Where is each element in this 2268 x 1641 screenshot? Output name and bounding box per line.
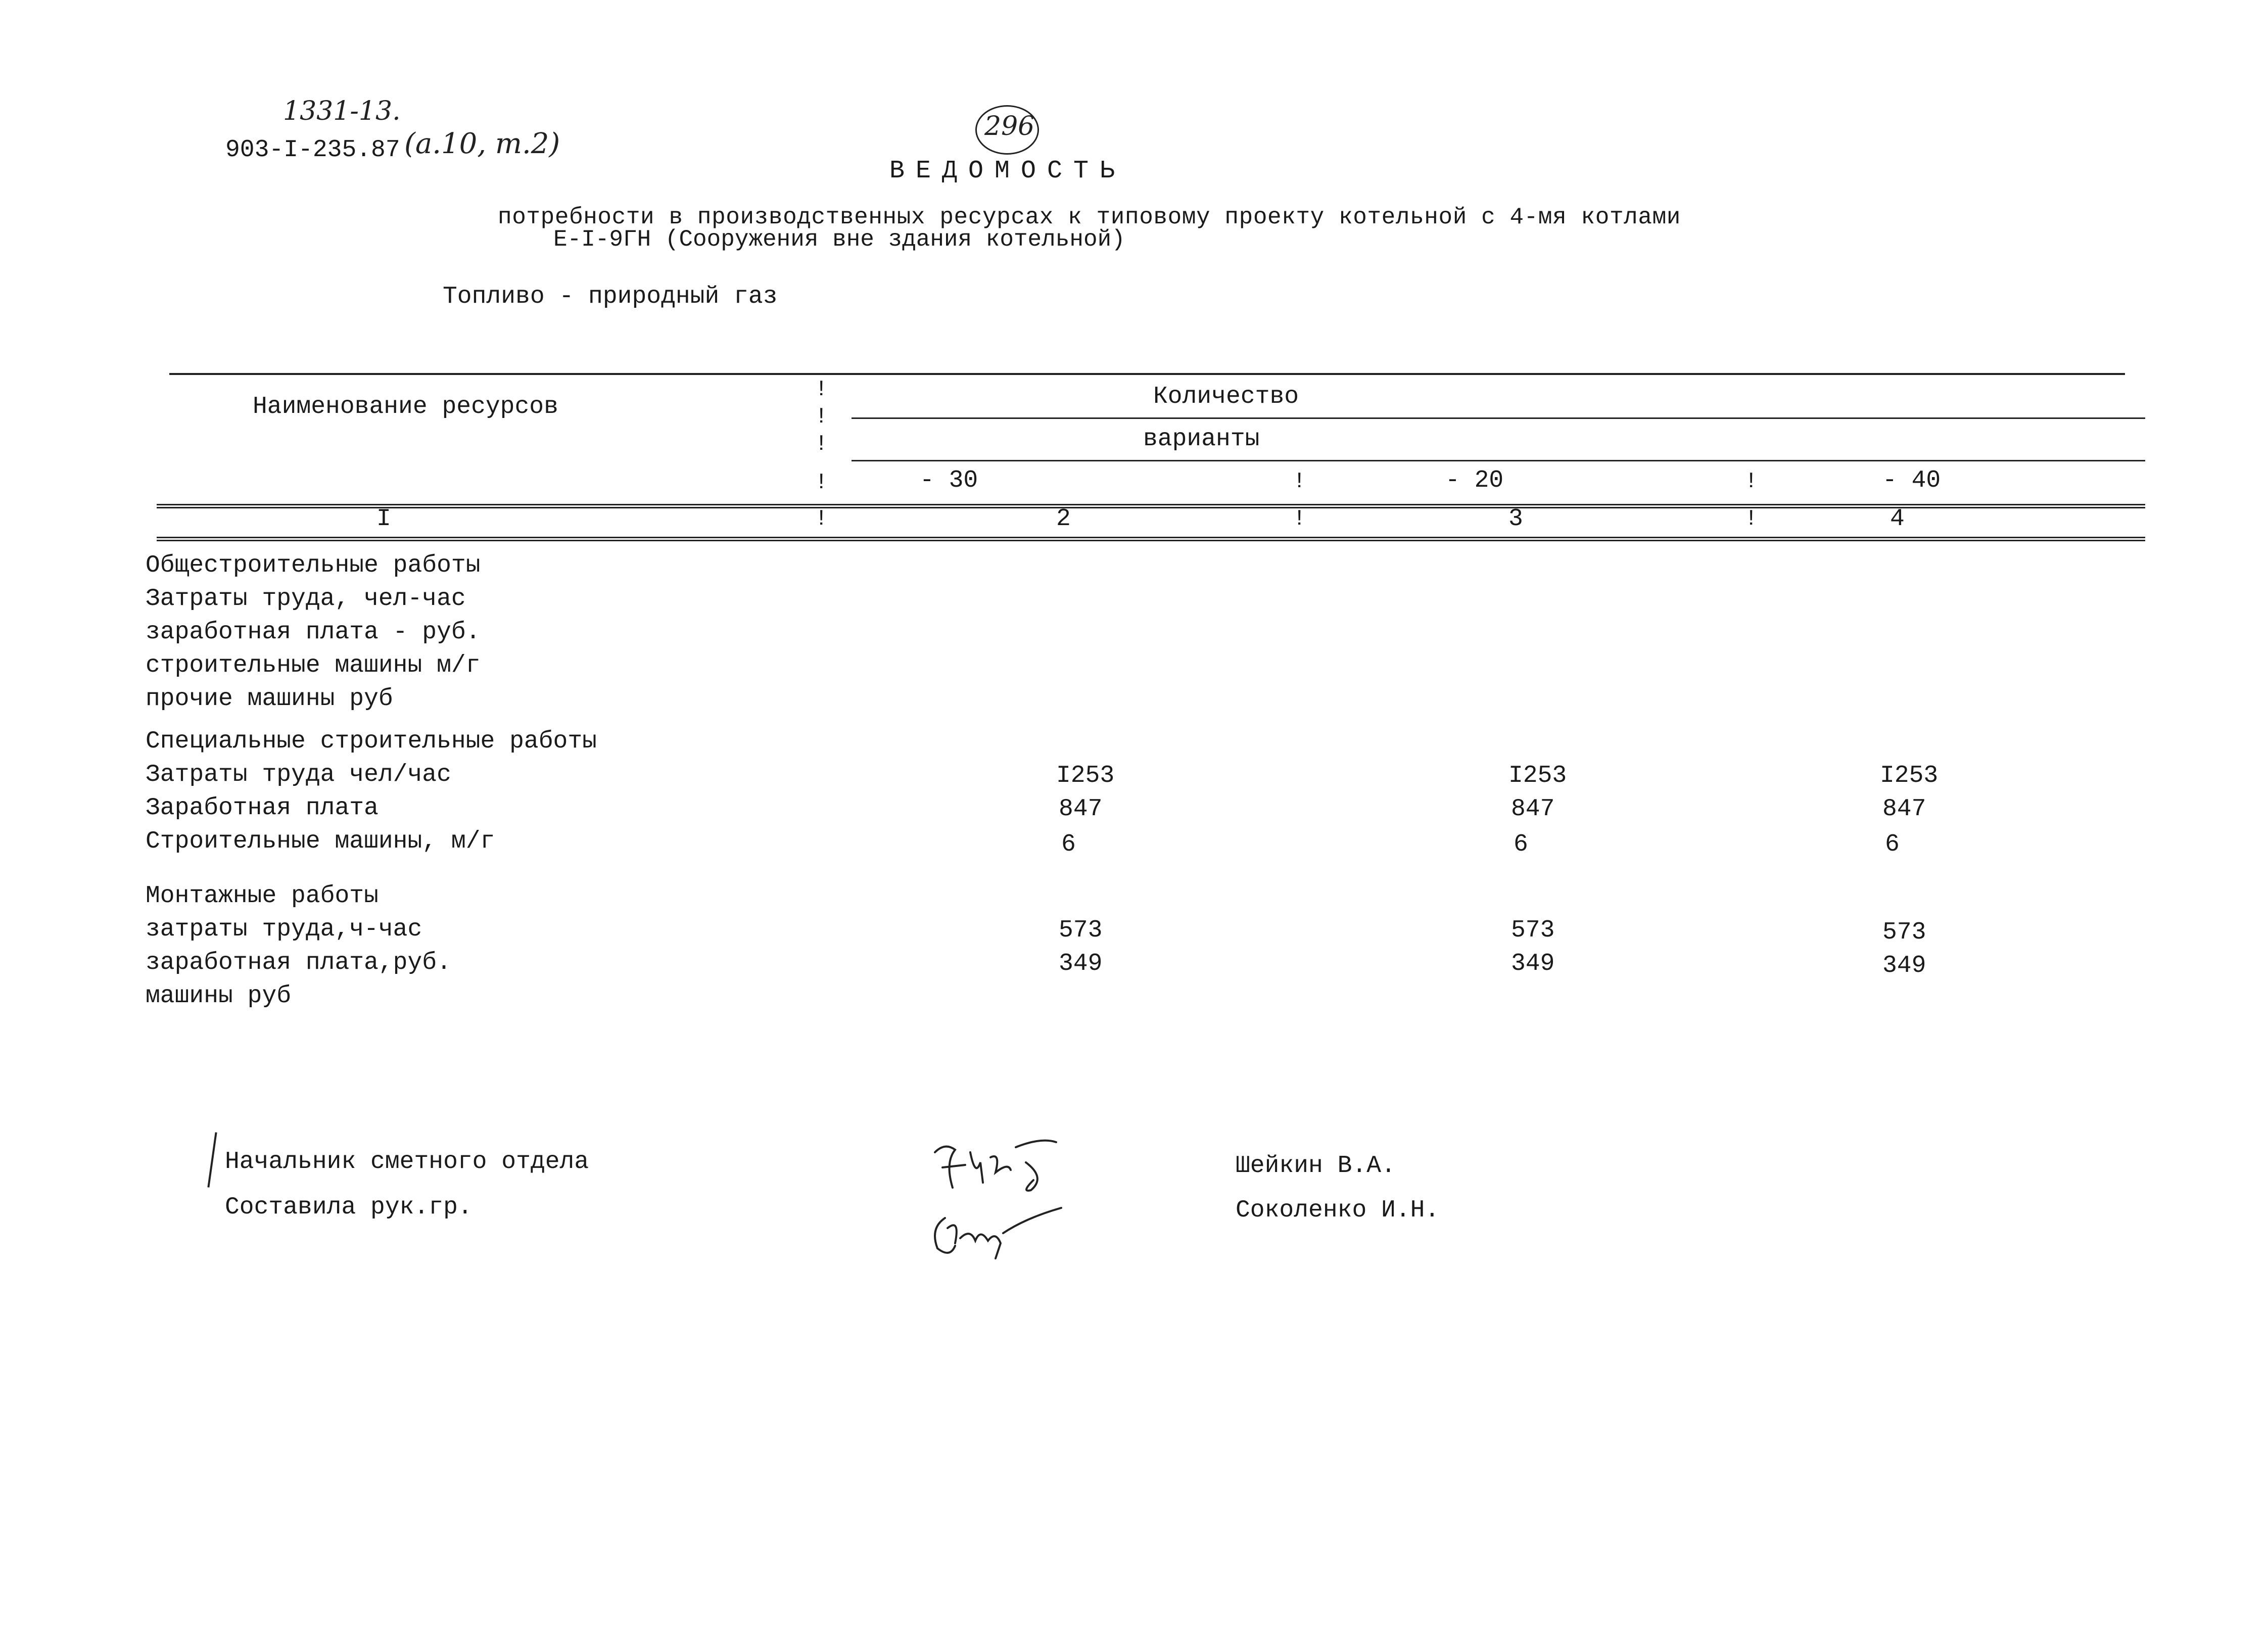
- row-label: Заработная плата: [146, 794, 379, 822]
- column-separator: !: [1744, 506, 1758, 532]
- variants-rule: [852, 460, 2145, 461]
- row-label: Затраты труда чел/час: [146, 761, 451, 788]
- document-subtitle-line2: Е-I-9ГН (Сооружения вне здания котельной): [553, 226, 1125, 253]
- document-subtitle: потребности в производственных ресурсах к типовому проекту котельной с 4-мя котлами: [498, 204, 1681, 230]
- column-number: I: [376, 505, 391, 533]
- table-top-rule: [169, 373, 2125, 375]
- column-separator: !: [1293, 469, 1306, 494]
- signature: [925, 1198, 1076, 1274]
- cell-value: 573: [1511, 917, 1555, 944]
- section-title: Специальные строительные работы: [146, 728, 597, 755]
- column-number: 4: [1890, 505, 1905, 533]
- document-title: ВЕДОМОСТЬ: [889, 157, 1126, 185]
- column-separator: !: [815, 377, 828, 402]
- cell-value: 6: [1514, 831, 1528, 858]
- row-label: Строительные машины, м/г: [146, 828, 495, 855]
- cell-value: 349: [1511, 950, 1555, 977]
- column-numbers-rule: [157, 537, 2145, 541]
- cell-value: 847: [1882, 795, 1926, 823]
- cell-value: 349: [1059, 950, 1103, 977]
- cell-value: 847: [1511, 795, 1555, 823]
- page-number: 296: [984, 111, 1035, 142]
- row-label: прочие машины руб: [146, 685, 393, 713]
- variant-value: - 30: [920, 467, 978, 494]
- column-header-name: Наименование ресурсов: [253, 393, 558, 420]
- handwritten-code: 1331-13.: [283, 96, 401, 126]
- header-bottom-rule: [157, 504, 2145, 508]
- column-separator: !: [1744, 469, 1758, 494]
- row-label: затраты труда,ч-час: [146, 916, 422, 943]
- section-title: Монтажные работы: [146, 882, 379, 910]
- row-label: заработная плата,руб.: [146, 949, 451, 976]
- signatory-role: Начальник сметного отдела: [225, 1148, 589, 1176]
- column-separator: !: [815, 404, 828, 430]
- signatory-name: Шейкин В.А.: [1236, 1152, 1396, 1180]
- row-label: Затраты труда, чел-час: [146, 585, 466, 613]
- row-label: машины руб: [146, 982, 292, 1010]
- fuel-type: Топливо - природный газ: [443, 283, 778, 310]
- handwritten-reference: (а.10, т.2): [404, 127, 560, 160]
- cell-value: 847: [1059, 795, 1103, 823]
- cell-value: I253: [1508, 762, 1567, 789]
- cell-value: 6: [1885, 831, 1900, 858]
- signatory-role: Составила рук.гр.: [225, 1194, 472, 1221]
- cell-value: I253: [1056, 762, 1115, 789]
- document-number: 903-I-235.87: [225, 136, 400, 164]
- column-number: 3: [1508, 505, 1523, 533]
- column-separator: !: [815, 506, 828, 532]
- cell-value: 349: [1882, 952, 1926, 979]
- margin-mark: [207, 1132, 217, 1187]
- row-label: заработная плата - руб.: [146, 619, 481, 646]
- section-title: Общестроительные работы: [146, 552, 481, 579]
- cell-value: I253: [1880, 762, 1939, 789]
- quantity-rule: [852, 417, 2145, 419]
- cell-value: 6: [1061, 831, 1076, 858]
- variant-value: - 20: [1445, 467, 1504, 494]
- column-separator: !: [815, 470, 828, 495]
- column-separator: !: [1293, 506, 1306, 532]
- signatory-name: Соколенко И.Н.: [1236, 1197, 1440, 1224]
- column-number: 2: [1056, 505, 1071, 533]
- cell-value: 573: [1882, 919, 1926, 946]
- variant-value: - 40: [1882, 467, 1941, 494]
- column-header-quantity: Количество: [1153, 383, 1299, 410]
- column-separator: !: [815, 432, 828, 457]
- row-label: строительные машины м/г: [146, 652, 481, 679]
- cell-value: 573: [1059, 917, 1103, 944]
- column-header-variants: варианты: [1143, 426, 1260, 453]
